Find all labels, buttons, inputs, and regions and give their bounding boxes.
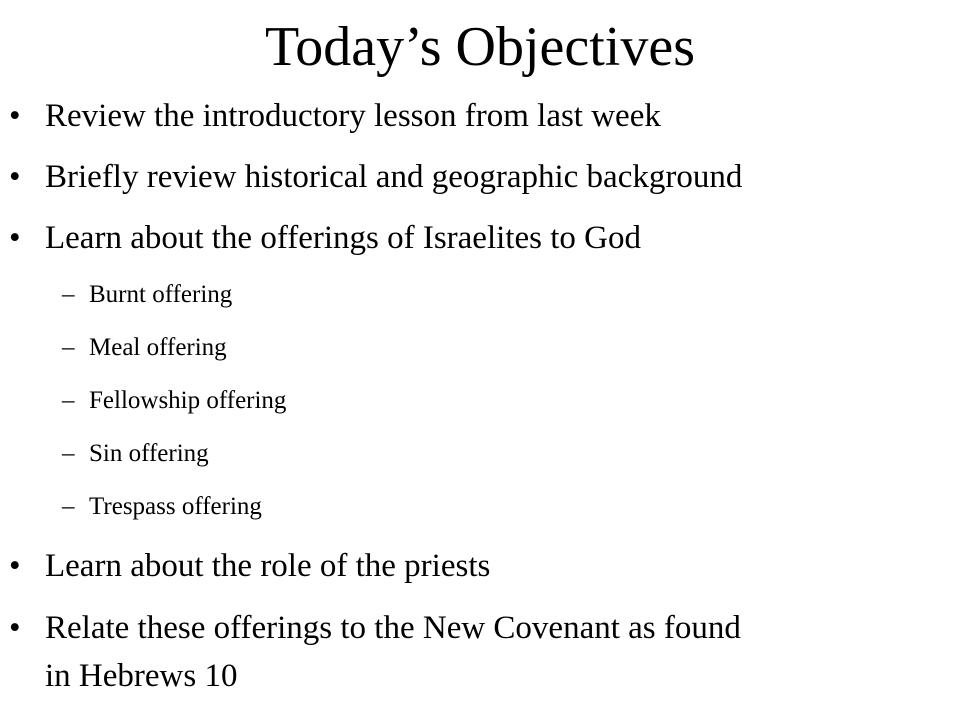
bullet-marker: • <box>9 548 21 584</box>
sub-item-marker: – <box>62 493 75 520</box>
sub-item-text: Trespass offering <box>89 493 262 520</box>
sub-item-marker: – <box>62 281 75 308</box>
bullet-text: Learn about the role of the priests <box>45 548 491 584</box>
bullet-marker: • <box>9 98 21 134</box>
sub-item-marker: – <box>62 387 75 414</box>
sub-item-text: Burnt offering <box>89 281 233 308</box>
bullet-marker: • <box>9 159 21 195</box>
sub-item-text: Sin offering <box>89 440 209 467</box>
bullet-text: Briefly review historical and geographic background <box>45 159 743 195</box>
bullet-marker: • <box>9 220 21 256</box>
bullet-text: Relate these offerings to the New Covenant as found <box>45 610 741 646</box>
bullet-text: Learn about the offerings of Israelites to God <box>45 220 641 256</box>
bullet-text-continuation: in Hebrews 10 <box>45 658 238 694</box>
sub-item-text: Meal offering <box>89 334 227 361</box>
bullet-text: Review the introductory lesson from last week <box>45 98 661 134</box>
sub-item-marker: – <box>62 334 75 361</box>
bullet-marker: • <box>9 610 21 646</box>
sub-item-text: Fellowship offering <box>89 387 287 414</box>
slide-title: Today’s Objectives <box>265 16 695 78</box>
sub-item-marker: – <box>62 440 75 467</box>
